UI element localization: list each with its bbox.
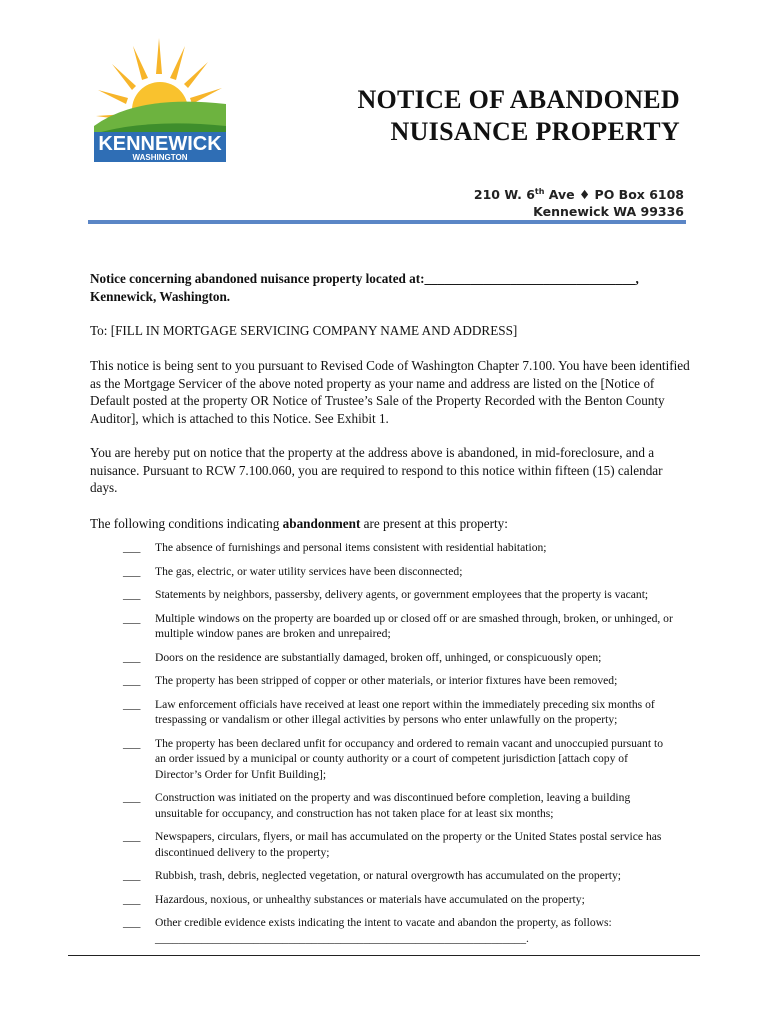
document-title xyxy=(340,84,680,148)
header-divider xyxy=(88,220,686,224)
checkbox-blank[interactable]: ___ xyxy=(123,674,141,687)
checkbox-blank[interactable]: ___ xyxy=(123,791,141,804)
address-line-2: Kennewick WA 99336 xyxy=(533,204,684,219)
checkbox-blank[interactable]: ___ xyxy=(123,650,141,664)
checkbox-blank[interactable]: ___ xyxy=(123,697,141,711)
checkbox-blank[interactable]: ___ xyxy=(123,588,141,601)
list-item: ___ The property has been stripped of copper or other materials, or interior fixtures have been removed; xyxy=(123,674,618,687)
checkbox-blank[interactable]: ___ xyxy=(123,736,141,750)
list-item: ___ Statements by neighbors, passersby, delivery agents, or government employees that the property is vacant; xyxy=(123,588,649,601)
checkbox-blank[interactable]: ___ xyxy=(123,869,141,882)
checkbox-blank[interactable]: ___ xyxy=(123,564,141,578)
logo-subtitle: WASHINGTON xyxy=(132,153,188,162)
checkbox-blank[interactable]: ___ xyxy=(123,611,141,625)
list-item: ___ Other credible evidence exists indicating the intent to vacate and abandon the property, as follows: ________________________________________________________________. xyxy=(123,916,612,945)
recipient-line: To: [FILL IN MORTGAGE SERVICING COMPANY NAME AND ADDRESS] xyxy=(90,323,518,338)
notice-property-line: Notice concerning abandoned nuisance property located at:________________________________, Kennewick, Washington. xyxy=(90,271,639,304)
list-item: ___ The gas, electric, or water utility services have been disconnected; xyxy=(123,564,463,578)
checkbox-blank[interactable]: ___ xyxy=(123,541,141,554)
list-item: ___ Hazardous, noxious, or unhealthy substances or materials have accumulated on the property; xyxy=(123,892,585,906)
page-bottom-rule xyxy=(68,955,700,956)
list-item: ___ Law enforcement officials have received at least one report within the immediately preceding six months of trespassing or vandalism or other illegal activities by persons who enter unlawfully on the property; xyxy=(123,697,655,726)
kennewick-logo xyxy=(88,34,230,166)
list-item: ___ The absence of furnishings and personal items consistent with residential habitation; xyxy=(123,541,547,554)
checkbox-blank[interactable]: ___ xyxy=(123,892,141,906)
checkbox-blank[interactable]: ___ xyxy=(123,830,141,843)
paragraph-conditions-intro: The following conditions indicating abandonment are present at this property: xyxy=(90,516,508,531)
checkbox-blank[interactable]: ___ xyxy=(123,916,141,929)
list-item: ___ Rubbish, trash, debris, neglected vegetation, or natural overgrowth has accumulated on the property; xyxy=(123,869,621,882)
list-item: ___ The property has been declared unfit for occupancy and ordered to remain vacant and unoccupied pursuant to an order issued by a municipal or county authority or a court of competent jurisdiction [attach copy of Director’s Order for Unfit Building]; xyxy=(123,736,663,781)
office-address xyxy=(474,186,684,220)
list-item: ___ Doors on the residence are substantially damaged, broken off, unhinged, or conspicuously open; xyxy=(123,650,602,664)
paragraph-pursuant: This notice is being sent to you pursuant to Revised Code of Washington Chapter 7.100. You have been identified as the Mortgage Servicer of the above noted property as your name and address are listed on the [Notice of Default posted at the property OR Notice of Trustee’s Sale of the Property Recorded with the Benton County Auditor], which is attached to this Notice. See Exhibit 1. xyxy=(90,358,690,426)
title-line-1: NOTICE OF ABANDONED xyxy=(357,85,680,114)
logo-wordmark: KENNEWICK xyxy=(98,133,222,155)
conditions-list xyxy=(123,540,673,954)
address-line-1: 210 W. 6th Ave ♦ PO Box 6108 xyxy=(473,186,684,202)
list-item: ___ Multiple windows on the property are boarded up or closed off or are smashed through, broken, or unhinged, or multiple window panes are broken and unrepaired; xyxy=(123,611,673,640)
list-item: ___ Newspapers, circulars, flyers, or mail has accumulated on the property or the United States postal service has discontinued delivery to the property; xyxy=(123,830,662,859)
title-line-2: NUISANCE PROPERTY xyxy=(390,117,680,146)
paragraph-notice: You are hereby put on notice that the property at the address above is abandoned, in mid-foreclosure, and a nuisance. Pursuant to RCW 7.100.060, you are required to respond to this notice within fifteen (15) calendar days. xyxy=(90,445,663,495)
list-item: ___ Construction was initiated on the property and was discontinued before completion, leaving a building unsuitable for occupancy, and construction has not taken place for at least six months; xyxy=(123,791,631,820)
